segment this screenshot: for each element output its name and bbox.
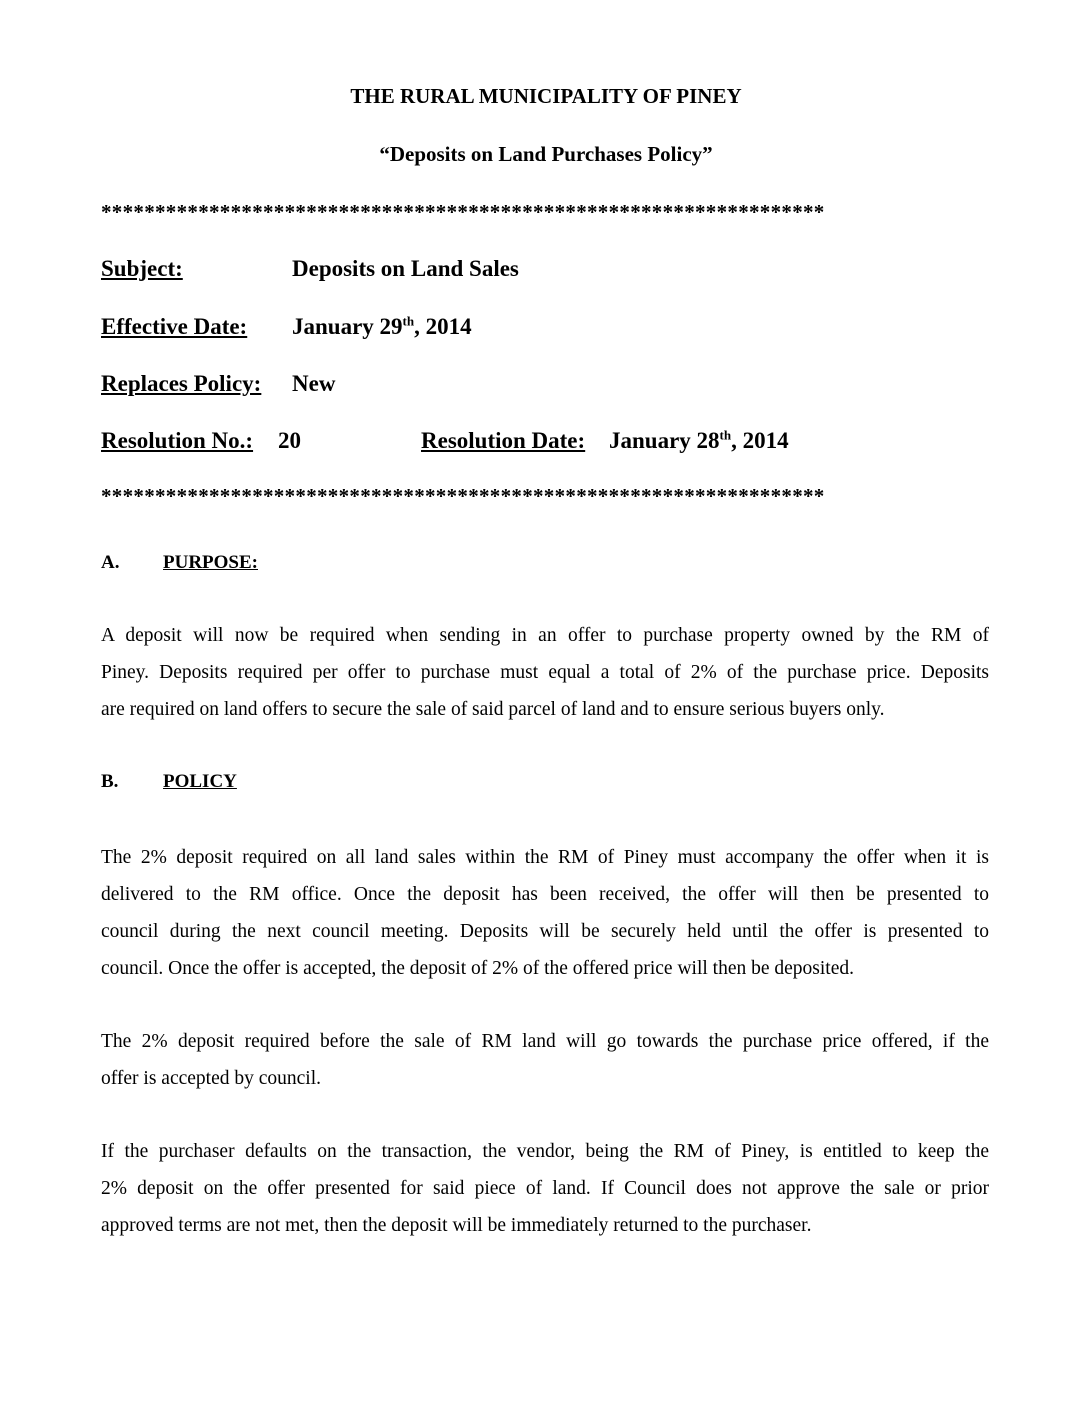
resolution-date-value: January 28th, 2014 <box>609 427 789 453</box>
policy-paragraph-1 <box>101 839 989 987</box>
policy-paragraph-2 <box>101 1023 989 1097</box>
divider-bottom: ******************************************************************* <box>101 484 825 508</box>
subject-value: Deposits on Land Sales <box>292 256 519 281</box>
subject-row <box>101 256 991 286</box>
section-policy-letter: B. <box>101 771 119 792</box>
paragraph-line: offer is accepted by council. <box>101 1068 322 1089</box>
subject-label: Subject: <box>101 256 183 281</box>
replaces-policy-value: New <box>292 371 336 396</box>
policy-title: “Deposits on Land Purchases Policy” <box>379 142 713 166</box>
resolution-no-label: Resolution No.: <box>101 428 254 453</box>
paragraph-line: council. Once the offer is accepted, the deposit of 2% of the offered price will then be deposited. <box>101 958 855 979</box>
resolution-date-label: Resolution Date: <box>421 428 586 453</box>
effective-date-value: January 29th, 2014 <box>292 313 472 339</box>
purpose-paragraph <box>101 617 989 728</box>
section-purpose-title: PURPOSE: <box>163 552 258 573</box>
section-policy-title: POLICY <box>163 771 237 792</box>
paragraph-line: are required on land offers to secure the sale of said parcel of land and to ensure serious buyers only. <box>101 699 885 720</box>
paragraph-line: A deposit will now be required when sending in an offer to purchase property owned by the RM of <box>101 625 989 646</box>
resolution-row <box>101 428 991 458</box>
effective-date-row <box>101 314 991 344</box>
paragraph-line: council during the next council meeting. Deposits will be securely held until the offer is presented to <box>101 921 989 942</box>
paragraph-line: 2% deposit on the offer presented for said piece of land. If Council does not approve the sale or prior <box>101 1178 989 1199</box>
municipality-title: THE RURAL MUNICIPALITY OF PINEY <box>350 84 742 108</box>
section-purpose-letter: A. <box>101 552 120 573</box>
resolution-no-value: 20 <box>278 428 301 453</box>
effective-date-label: Effective Date: <box>101 314 248 339</box>
replaces-policy-label: Replaces Policy: <box>101 371 262 396</box>
paragraph-line: The 2% deposit required before the sale of RM land will go towards the purchase price offered, if the <box>101 1031 989 1052</box>
paragraph-line: If the purchaser defaults on the transaction, the vendor, being the RM of Piney, is entitled to keep the <box>101 1141 989 1162</box>
replaces-policy-row <box>101 371 991 401</box>
paragraph-line: delivered to the RM office. Once the deposit has been received, the offer will then be presented to <box>101 884 989 905</box>
divider-top: ******************************************************************* <box>101 200 825 224</box>
paragraph-line: The 2% deposit required on all land sales within the RM of Piney must accompany the offer when it is <box>101 847 989 868</box>
policy-document <box>101 0 991 1408</box>
paragraph-line: approved terms are not met, then the deposit will be immediately returned to the purchaser. <box>101 1215 812 1236</box>
paragraph-line: Piney. Deposits required per offer to purchase must equal a total of 2% of the purchase price. Deposits <box>101 662 989 683</box>
policy-paragraph-3 <box>101 1133 989 1244</box>
